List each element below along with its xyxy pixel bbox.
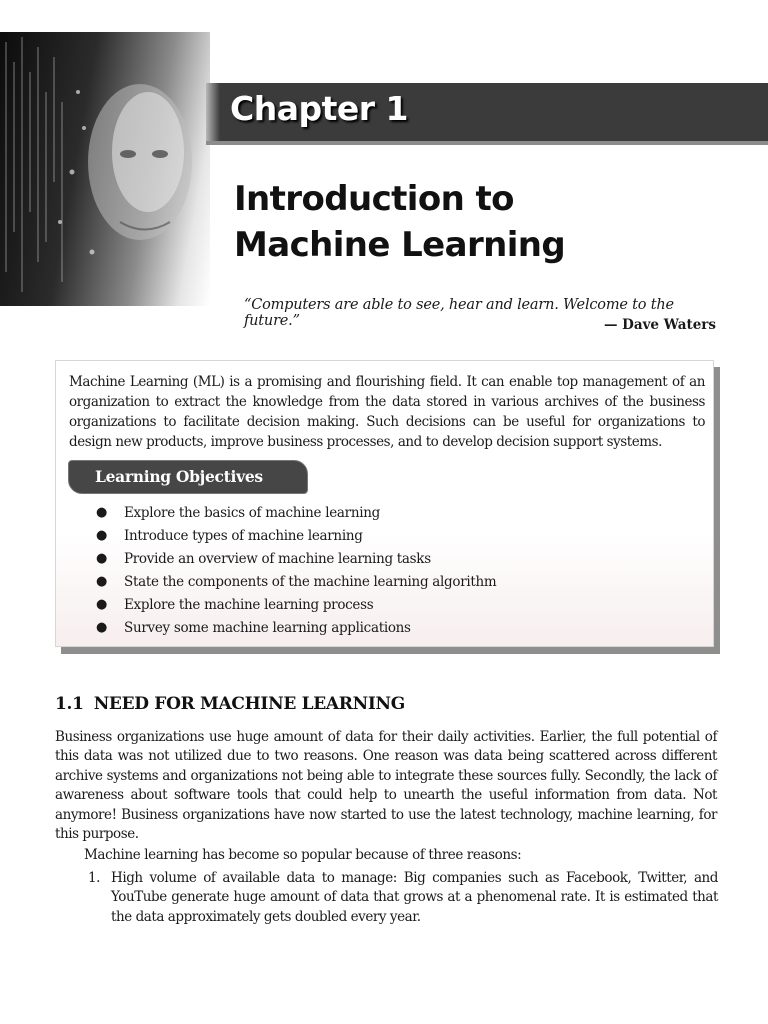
reason-list-item [88,869,718,927]
section-title: NEED FOR MACHINE LEARNING [93,694,405,714]
bullet-icon: ● [96,505,108,520]
intro-paragraph: Machine Learning (ML) is a promising and flourishing field. It can enable top management of an organization to extract the knowledge from the data stored in various archives of the business organizations to facilitate decision making. Such decisions can be useful for organizations to design new products, improve business processes, and to develop decision support systems. [69,374,705,450]
learning-objectives-list [96,503,496,641]
section-lead-sentence: Machine learning has become so popular because of three reasons: [84,847,522,863]
learning-objectives-header [68,460,308,494]
objective-item: ● Provide an overview of machine learning tasks [96,551,431,567]
bullet-icon: ● [96,551,108,566]
learning-objectives-title: Learning Objectives [95,467,263,486]
robot-face-illustration [0,32,210,306]
objective-item: ● Introduce types of machine learning [96,528,363,544]
epigraph-quote: “Computers are able to see, hear and learn. Welcome to the future.” [244,297,674,329]
chapter-title-line-1: Introduction to [234,179,514,219]
section-paragraph: Business organizations use huge amount of data for their daily activities. Earlier, the full potential of this data was not utilized due to two reasons. One reason was data being scattered across different archive systems and organizations not being able to integrate these sources fully. Secondly, the lack of awareness about software tools that could help to unearth the useful information from data. Not anymore! Business organizations have now started to use the latest technology, machine learning, for this purpose. [55,729,717,843]
objective-item: ● Explore the machine learning process [96,597,374,613]
chapter-intro-box [55,360,714,647]
objective-item: ● State the components of the machine learning algorithm [96,574,497,590]
bullet-icon: ● [96,620,108,635]
chapter-label: Chapter 1 [230,89,408,128]
objective-item: ● Explore the basics of machine learning [96,505,380,521]
reason-text: High volume of available data to manage: Big companies such as Facebook, Twitter, and YouTube generate huge amount of data that grows at a phenomenal rate. It is estimated that the data approximately gets doubled every year. [111,870,718,925]
bullet-icon: ● [96,574,108,589]
section-number: 1.1 [55,694,84,714]
chapter-title-line-2: Machine Learning [234,225,566,265]
reason-number: 1. [88,870,100,886]
objective-item: ● Survey some machine learning applications [96,620,411,636]
bullet-icon: ● [96,597,108,612]
epigraph-author: — Dave Waters [603,317,716,333]
chapter-title [234,176,754,268]
section-heading [55,694,405,714]
chapter-banner [206,83,768,145]
bullet-icon: ● [96,528,108,543]
chapter-hero-image [0,32,210,306]
